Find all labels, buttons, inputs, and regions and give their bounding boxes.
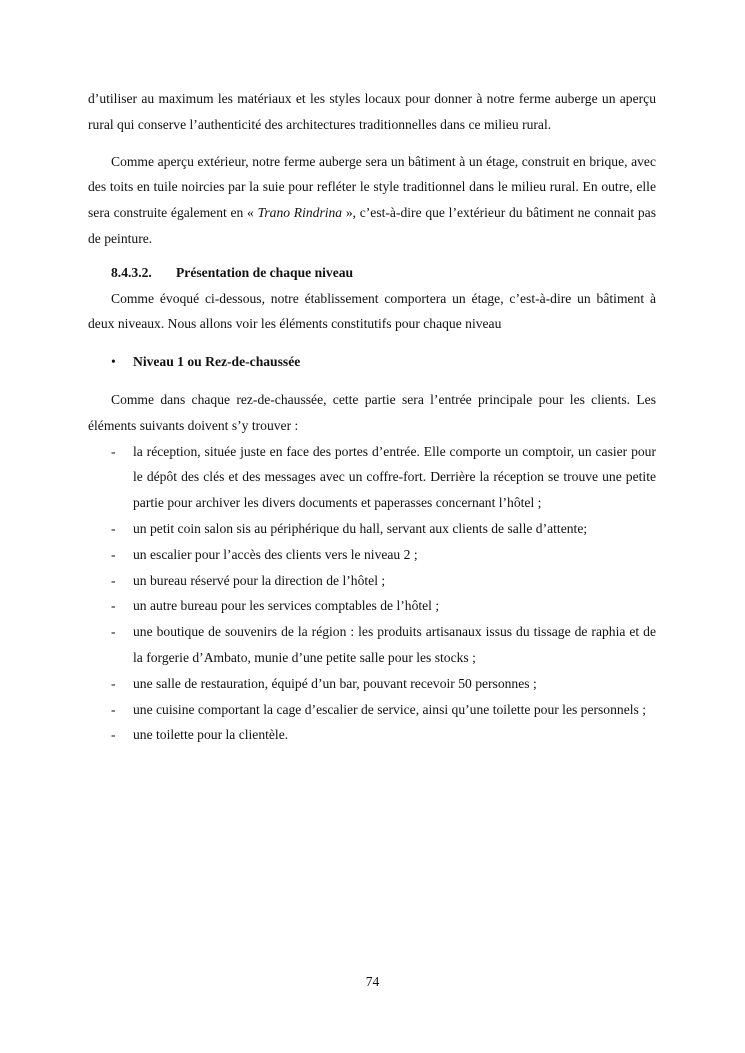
list-item bbox=[88, 568, 656, 594]
dash-icon: - bbox=[111, 443, 116, 459]
paragraph-exterior-text-1: Comme aperçu extérieur, notre ferme auberge sera un bâtiment à un étage, construit en brique, avec des toits en tuile noircies par la suie pour refléter le style traditionnel dans le milieu rural. En outre, elle sera construite également en « bbox=[88, 153, 656, 221]
paragraph-exterior-text-2: », c’est-à-dire que l’extérieur du bâtiment ne connait pas de peinture. bbox=[88, 205, 656, 246]
paragraph-intro: d’utiliser au maximum les matériaux et les styles locaux pour donner à notre ferme auberge un aperçu rural qui conserve l’authenticité des architectures traditionnelles dans ce milieu rural. bbox=[88, 91, 656, 132]
list-item bbox=[88, 619, 656, 671]
paragraph-exterior-italic: Trano Rindrina bbox=[257, 205, 343, 221]
list-item-text: la réception, située juste en face des portes d’entrée. Elle comporte un comptoir, un casier pour le dépôt des clés et des messages avec un coffre-fort. Derrière la réception se trouve une petite partie pour archiver les divers documents et paperasses concernant l’hôtel ; bbox=[133, 443, 656, 511]
list-item-text: un bureau réservé pour la direction de l’hôtel ; bbox=[133, 572, 386, 588]
list-item-text: une boutique de souvenirs de la région : les produits artisanaux issus du tissage de raphia et de la forgerie d’Ambato, munie d’une petite salle pour les stocks ; bbox=[133, 624, 656, 665]
list-item bbox=[88, 697, 656, 723]
section-heading bbox=[111, 260, 656, 286]
page-number: 74 bbox=[365, 974, 380, 989]
dash-icon: - bbox=[111, 546, 116, 562]
paragraph-levels: Comme évoqué ci-dessous, notre établissement comportera un étage, c’est-à-dire un bâtiment à deux niveaux. Nous allons voir les éléments constitutifs pour chaque niveau bbox=[88, 290, 656, 332]
dash-icon: - bbox=[111, 624, 116, 640]
dash-icon: - bbox=[111, 520, 116, 536]
list-item-text: une toilette pour la clientèle. bbox=[133, 727, 289, 743]
dash-icon: - bbox=[111, 572, 116, 588]
paragraph-exterior bbox=[88, 149, 656, 252]
list-item bbox=[88, 542, 656, 568]
dash-icon: - bbox=[111, 701, 116, 717]
elements-list bbox=[88, 439, 656, 749]
list-item bbox=[88, 516, 656, 542]
list-item bbox=[88, 439, 656, 516]
dash-icon: - bbox=[111, 727, 116, 743]
dash-icon: - bbox=[111, 598, 116, 614]
section-number: 8.4.3.2. bbox=[111, 264, 152, 280]
section-title: Présentation de chaque niveau bbox=[176, 264, 354, 280]
bullet-label: Niveau 1 ou Rez-de-chaussée bbox=[133, 354, 301, 370]
list-item-text: un escalier pour l’accès des clients vers le niveau 2 ; bbox=[133, 546, 418, 562]
bullet-icon: • bbox=[111, 354, 116, 370]
dash-icon: - bbox=[111, 675, 116, 691]
list-item bbox=[88, 671, 656, 697]
paragraph-ground-floor: Comme dans chaque rez-de-chaussée, cette partie sera l’entrée principale pour les clients. Les éléments suivants doivent s’y trouver : bbox=[88, 391, 656, 433]
list-item-text: un autre bureau pour les services comptables de l’hôtel ; bbox=[133, 598, 440, 614]
bullet-heading bbox=[111, 349, 656, 375]
list-item bbox=[88, 722, 656, 748]
list-item-text: un petit coin salon sis au périphérique du hall, servant aux clients de salle d’attente; bbox=[133, 520, 588, 536]
page-body bbox=[88, 86, 656, 748]
list-item bbox=[88, 593, 656, 619]
list-item-text: une cuisine comportant la cage d’escalier de service, ainsi qu’une toilette pour les personnels ; bbox=[133, 701, 646, 717]
list-item-text: une salle de restauration, équipé d’un bar, pouvant recevoir 50 personnes ; bbox=[133, 675, 537, 691]
